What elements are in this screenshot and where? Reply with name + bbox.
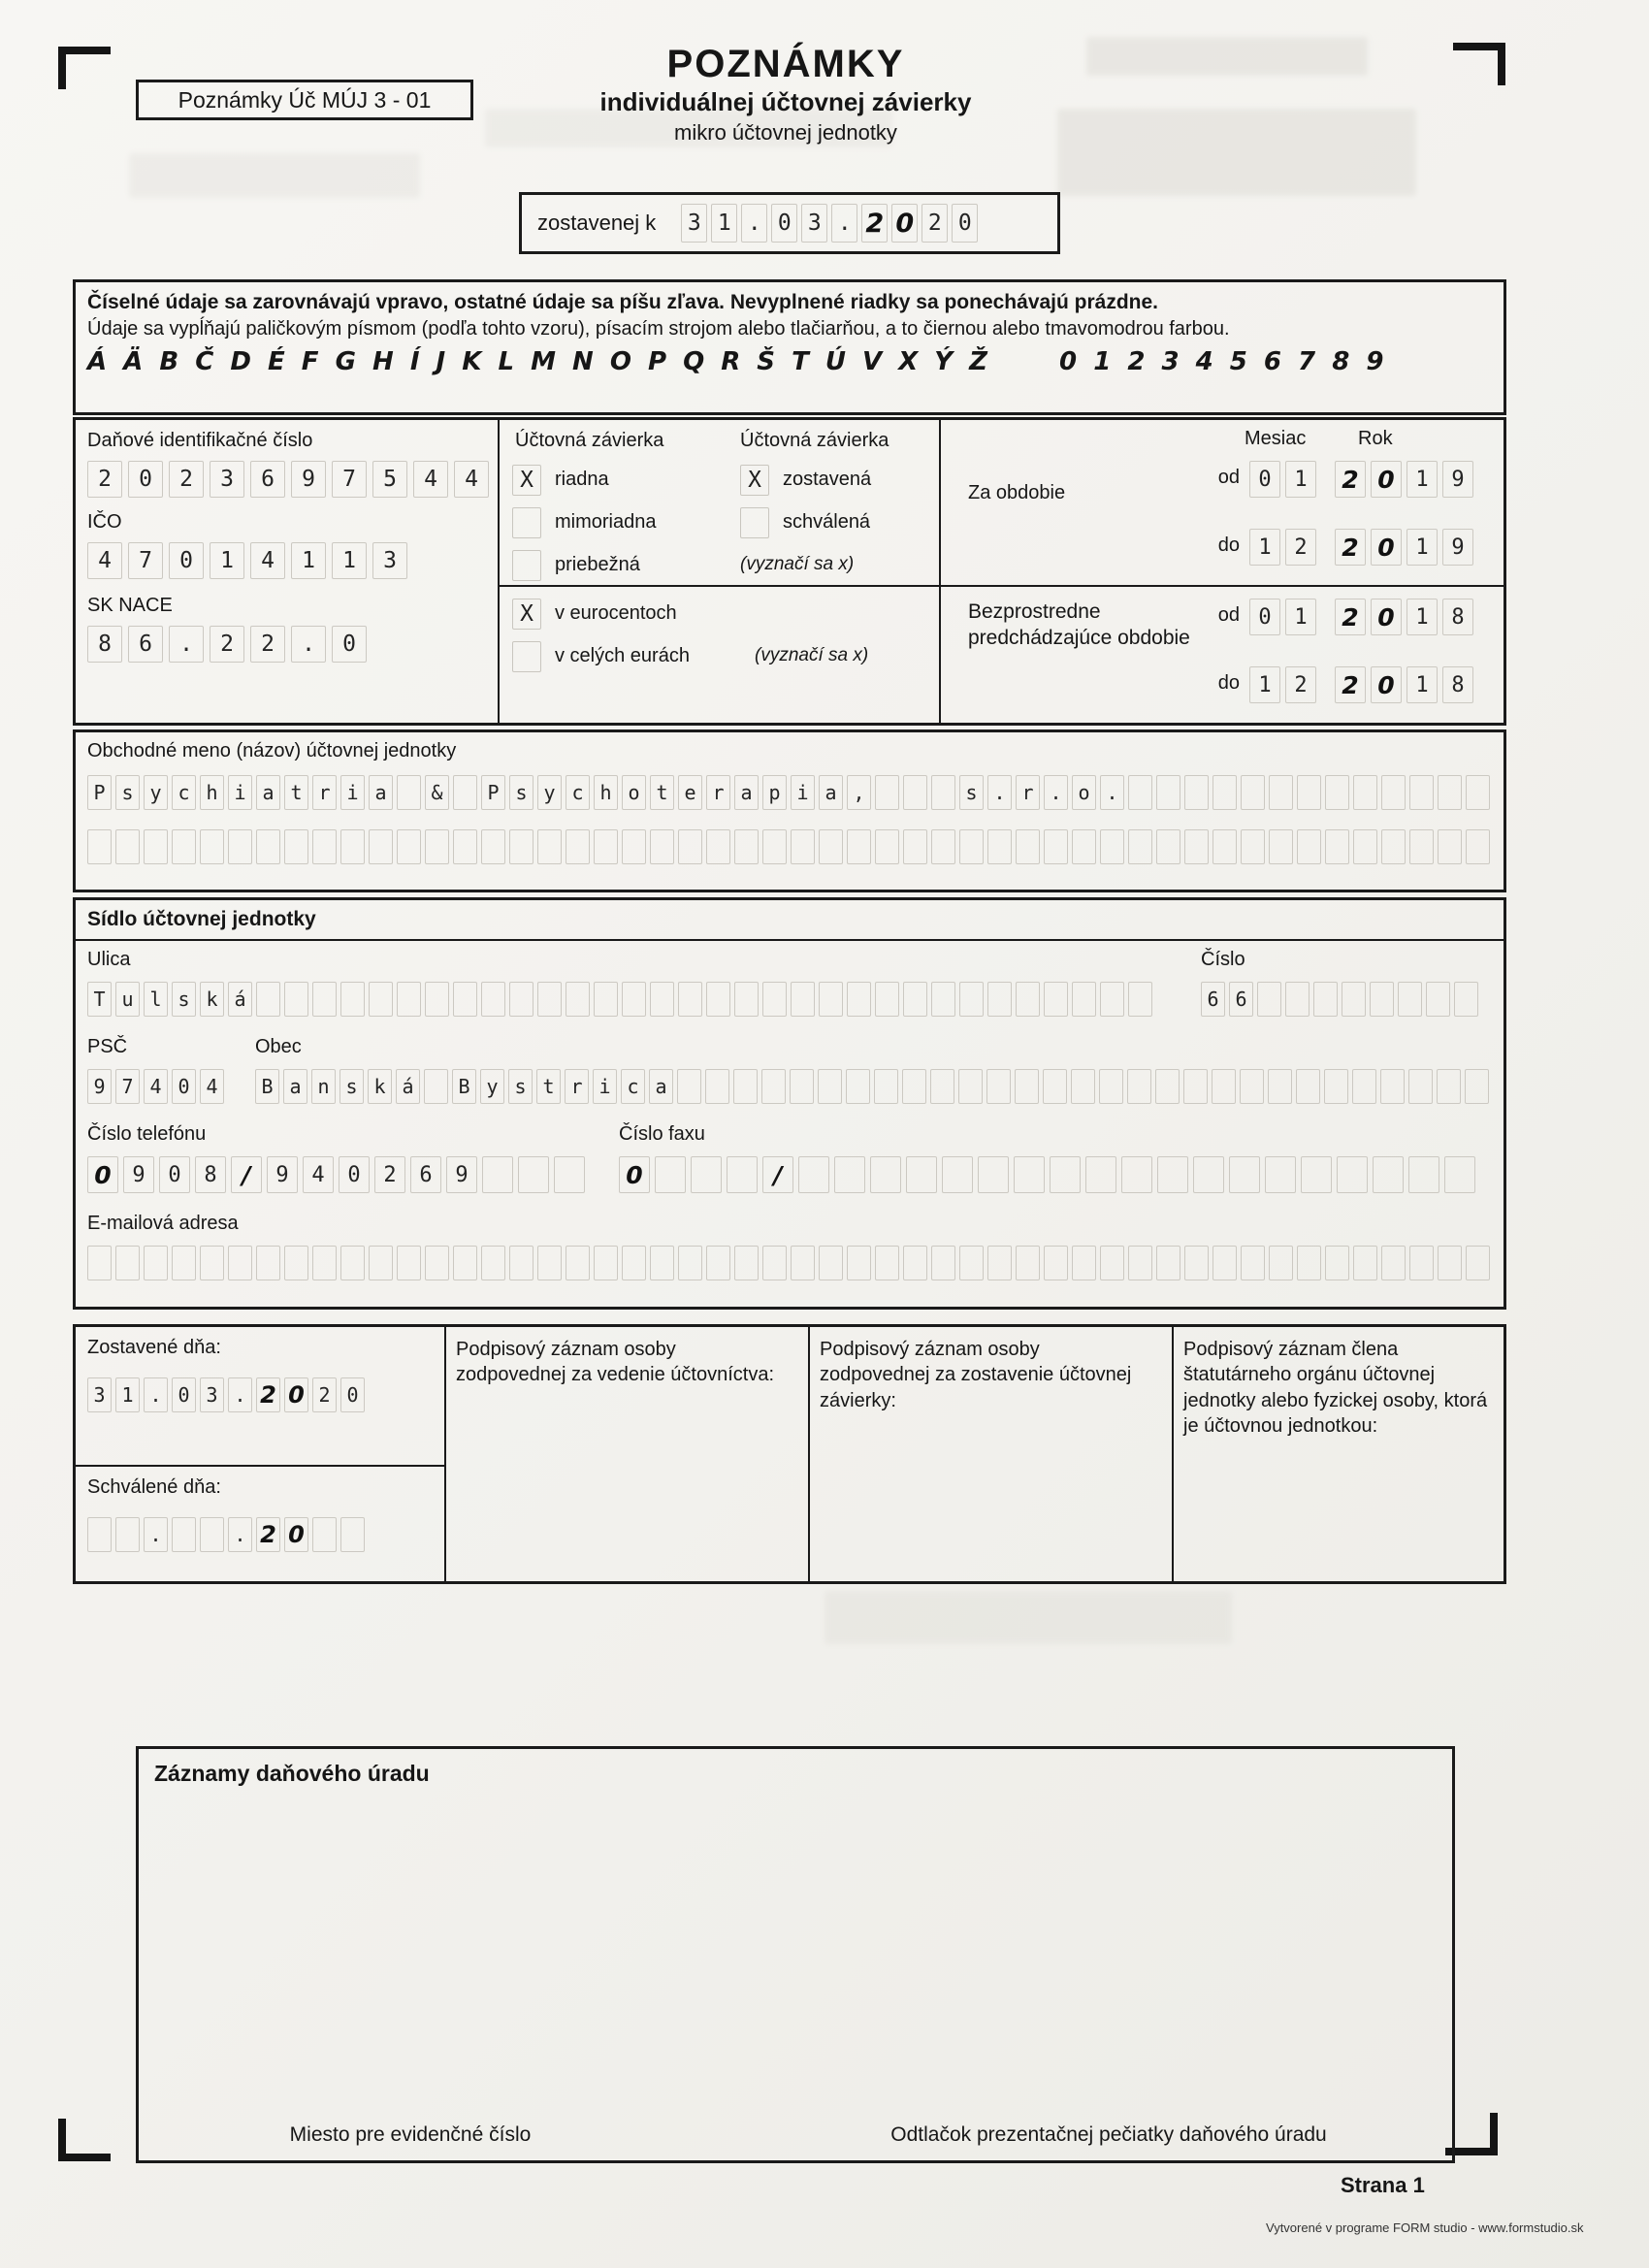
approved-on-label: Schválené dňa: [87,1476,221,1498]
label-priebezna: priebežná [555,554,640,575]
checkbox-riadna[interactable]: X [512,465,541,496]
form-code: Poznámky Úč MÚJ 3 - 01 [178,86,432,113]
label-schvalena: schválená [783,511,871,533]
label-riadna: riadna [555,469,609,490]
stamp-label: Odtlačok prezentačnej pečiatky daňového úradu [890,2123,1327,2146]
street-input[interactable]: T u l s k á [87,982,1156,1017]
street-number-label: Číslo [1201,949,1245,970]
previous-from-year-input[interactable]: 2 0 1 8 [1335,599,1478,635]
rok-header: Rok [1358,428,1393,449]
business-name-input[interactable]: P s y c h i a t r i a & P s y c h o t e r a p i a , s . r . o . [87,775,1494,810]
current-from-year-input[interactable]: 2 0 1 9 [1335,461,1478,498]
sample-digits: 0 1 2 3 4 5 6 7 8 9 [1059,347,1388,376]
sknace-label: SK NACE [87,595,173,616]
psc-input[interactable]: 9 7 4 0 4 [87,1069,228,1104]
checkbox-whole-euros[interactable] [512,641,541,672]
compiled-on-label: Zostavené dňa: [87,1337,221,1358]
business-name-section [73,729,1506,892]
ico-input[interactable]: 4 7 0 1 4 1 1 3 [87,542,413,579]
scan-artifact [1086,37,1368,76]
scan-artifact [1057,109,1416,196]
signature-accounting-label: Podpisový záznam osoby zodpovednej za vedenie účtovníctva: [456,1339,774,1386]
street-label: Ulica [87,949,131,970]
city-label: Obec [255,1036,302,1057]
divider [1172,1327,1174,1581]
label-zostavena: zostavená [783,469,872,490]
approved-on-input[interactable]: . . 2 0 [87,1517,369,1552]
divider [444,1327,446,1581]
instructions-box [73,279,1506,415]
identification-section [73,417,1506,726]
compiled-date-input[interactable]: 3 1 . 0 3 . 2 0 2 0 [681,204,982,243]
fax-input[interactable]: 0 / [619,1156,1480,1193]
current-from-prefix: od [1217,467,1240,488]
label-mimoriadna: mimoriadna [555,511,657,533]
email-label: E-mailová adresa [87,1213,239,1234]
scan-artifact [824,1591,1232,1644]
units-note: (vyznačí sa x) [755,645,869,665]
previous-period-label: Bezprostredne predchádzajúce obdobie [968,600,1190,650]
divider [498,585,1504,587]
footer-credit: Vytvorené v programe FORM studio - www.formstudio.sk [1266,2220,1584,2235]
checkbox-priebezna[interactable] [512,550,541,581]
zavierka-note: (vyznačí sa x) [740,554,855,574]
divider [76,1465,444,1467]
sample-letters: Á Ä B Č D É F G H Í J K L M N O P Q R Š T Ú V X Ý Ž [87,347,992,376]
previous-from-month-input[interactable]: 0 1 [1249,599,1321,635]
divider [939,420,941,723]
checkbox-schvalena[interactable] [740,507,769,538]
title-block [485,43,1086,146]
tax-office-section [136,1746,1455,2163]
phone-label: Číslo telefónu [87,1123,207,1145]
previous-to-prefix: do [1217,672,1240,694]
psc-label: PSČ [87,1036,128,1057]
zavierka-header-left: Účtovná závierka [515,430,664,451]
form-subtitle-2: mikro účtovnej jednotky [674,120,897,145]
current-to-year-input[interactable]: 2 0 1 9 [1335,529,1478,566]
form-title: POZNÁMKY [666,43,905,85]
divider [76,939,1504,941]
current-to-prefix: do [1217,535,1240,556]
business-name-label: Obchodné meno (názov) účtovnej jednotky [87,740,457,761]
compiled-on-input[interactable]: 3 1 . 0 3 . 2 0 2 0 [87,1377,369,1412]
previous-to-month-input[interactable]: 1 2 [1249,666,1321,703]
phone-input[interactable]: 0 9 0 8 / 9 4 0 2 6 9 [87,1156,590,1193]
sknace-input[interactable]: 8 6 . 2 2 . 0 [87,626,372,663]
label-eurocents: v eurocentoch [555,602,677,624]
tax-office-header: Záznamy daňového úradu [154,1761,430,1786]
mesiac-header: Mesiac [1245,428,1307,449]
compiled-date-box [519,192,1060,254]
evidence-number-label: Miesto pre evidenčné číslo [289,2123,532,2146]
instructions-line-1: Číselné údaje sa zarovnávajú vpravo, ostatné údaje sa píšu zľava. Nevyplnené riadky sa ponechávajú prázdne. [87,291,1159,313]
crop-mark-top-left [58,47,111,89]
crop-mark-bottom-left [58,2119,111,2161]
business-name-input-row2[interactable] [87,829,1494,864]
signature-statements-label: Podpisový záznam osoby zodpovednej za zostavenie účtovnej závierky: [820,1339,1132,1411]
email-input[interactable] [87,1246,1494,1280]
dic-label: Daňové identifikačné číslo [87,430,313,451]
current-to-month-input[interactable]: 1 2 [1249,529,1321,566]
checkbox-mimoriadna[interactable] [512,507,541,538]
ico-label: IČO [87,511,122,533]
page-number: Strana 1 [1341,2173,1425,2197]
current-from-month-input[interactable]: 0 1 [1249,461,1321,498]
zavierka-header-right: Účtovná závierka [740,430,889,451]
previous-to-year-input[interactable]: 2 0 1 8 [1335,666,1478,703]
instructions-line-2: Údaje sa vypĺňajú paličkovým písmom (podľa tohto vzoru), písacím strojom alebo tlačiarňou, a to čiernou alebo tmavomodrou farbou. [87,318,1230,340]
checkbox-eurocents[interactable]: X [512,599,541,630]
compiled-date-label: zostavenej k [537,211,657,235]
sample-characters-row [87,347,1492,376]
signatures-section [73,1324,1506,1584]
registered-office-section [73,897,1506,1310]
city-input[interactable]: B a n s k á B y s t r i c a [255,1069,1493,1104]
divider [808,1327,810,1581]
signature-statutory-label: Podpisový záznam člena štatutárneho orgánu účtovnej jednotky alebo fyzickej osoby, ktorá je účtovnou jednotkou: [1183,1339,1488,1438]
form-subtitle-1: individuálnej účtovnej závierky [599,87,972,116]
scan-artifact [129,153,420,198]
divider [498,420,500,723]
label-whole-euros: v celých eurách [555,645,690,666]
checkbox-zostavena[interactable]: X [740,465,769,496]
street-number-input[interactable]: 6 6 [1201,982,1482,1017]
current-period-label: Za obdobie [968,482,1066,503]
crop-mark-top-right [1453,43,1505,85]
dic-input[interactable]: 2 0 2 3 6 9 7 5 4 4 [87,461,495,498]
previous-from-prefix: od [1217,604,1240,626]
office-header: Sídlo účtovnej jednotky [87,908,316,930]
form-code-box [136,80,473,120]
fax-label: Číslo faxu [619,1123,705,1145]
